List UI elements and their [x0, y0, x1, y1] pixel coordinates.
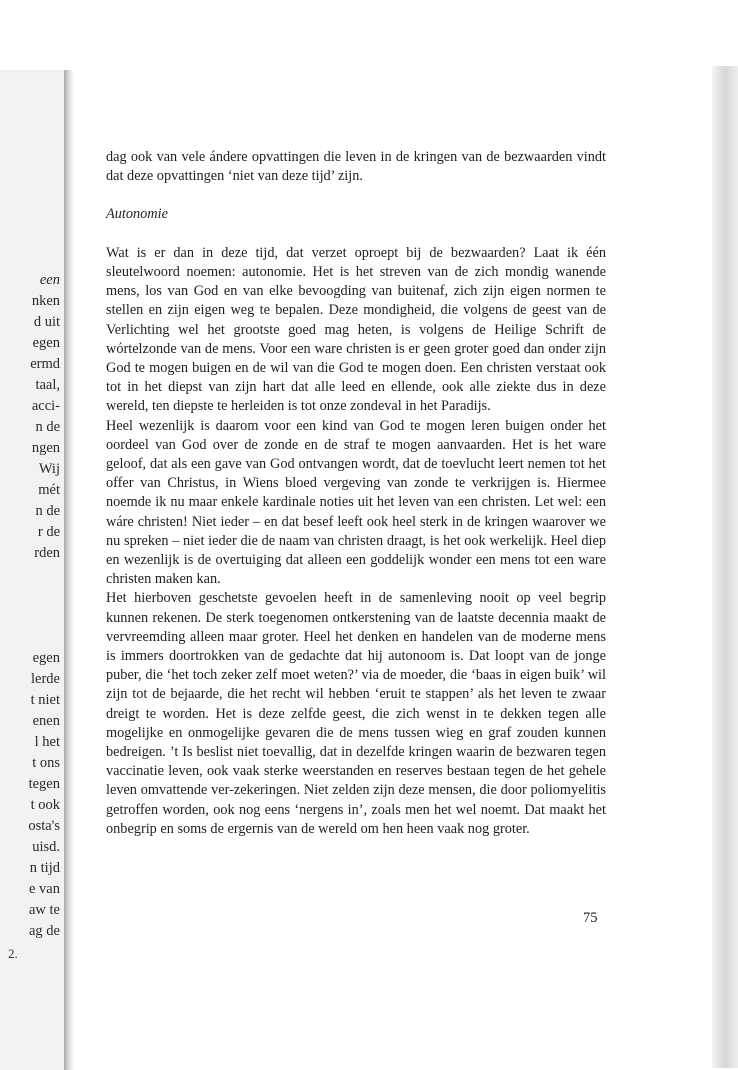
previous-page-line: ngen [31, 440, 60, 456]
previous-page [0, 70, 64, 1070]
paragraph-autonomie: Wat is er dan in deze tijd, dat verzet oproept bij de bezwaarden? Laat ik één sleutelwoord noemen: autonomie. Het is het streven van de zich mondig wanende mens, los van God en van elke bevoogding van buitenaf, zich zijn eigen normen te stellen en zijn eigen weg te bepalen. Deze mondigheid, die volgens de geest van de Verlichting wel het grootste goed mag heten, is volgens de Heilige Schrift de wórtelzonde van de mens. Voor een ware christen is er geen groter goed dan onder zijn God te mogen buigen en de wil van die God te mogen doen. Een christen verstaat ook tot in het diepst van zijn hart dat alle leed en ellende, ook alle ziekte dus in deze wereld, ten diepste te herleiden is tot onze zondeval in het Paradijs. [106, 244, 606, 415]
previous-page-line: Wij [38, 461, 60, 477]
previous-page-line [0, 627, 60, 648]
previous-page-line: n de [35, 503, 60, 519]
previous-page-line: egen [32, 650, 60, 666]
paragraph-intro: dag ook van vele ándere opvattingen die leven in de kringen van de bezwaarden vindt dat deze opvattingen ‘niet van deze tijd’ zijn. [106, 149, 606, 185]
previous-page-line: egen [32, 335, 60, 351]
previous-page-line [0, 564, 60, 585]
book-gutter [64, 70, 73, 1070]
previous-page-line: l het [34, 734, 60, 750]
previous-page-line: uisd. [32, 839, 60, 855]
paragraph-samenleving: Het hierboven geschetste gevoelen heeft in de samenleving nooit op veel begrip kunnen rekenen. De sterk toegenomen ontkerstening van de laatste decennia maakt de vervreemding alleen maar groter. Heel het denken en handelen van de moderne mens is immers doortrokken van de gedachte dat hij autonoom is. Dat loopt van de jonge puber, die ‘het toch zeker zelf moet weten?’ via de moeder, die ‘baas in eigen buik’ wil zijn tot de bejaarde, die het recht wil hebben ‘eruit te stappen’ als het leven te zwaar dreigt te worden. Het is deze zelfde geest, die zich wenst in te dekken tegen alle mogelijke en onmogelijke gevaren die de mens tussen wieg en graf zouden kunnen bedreigen. ’t Is beslist niet toevallig, dat in dezelfde kringen waarin de bezwaren tegen vaccinatie leven, ook vaak sterke weerstanden en reserves bestaan tegen de het gehele leven omvattende ver-zekeringen. Niet zelden zijn deze mensen, die door poliomyelitis getroffen worden, ook nog eens ‘nergens in’, zoals men het wel noemt. Dat maakt het onbegrip en soms de ergernis van de wereld om hen heen vaak nog groter. [106, 590, 606, 837]
previous-page-line: r de [37, 524, 60, 540]
previous-page-line: t ook [30, 797, 60, 813]
previous-page-line: osta's [28, 818, 60, 834]
previous-page-line: n de [35, 419, 60, 435]
previous-page-line: n tijd [29, 860, 60, 876]
previous-page-line: e van [29, 881, 60, 897]
previous-page-line [0, 585, 60, 606]
page-edge [712, 66, 738, 1068]
previous-page-line: d uit [33, 314, 60, 330]
previous-page-line: t niet [30, 692, 60, 708]
previous-page-line: acci- [31, 398, 60, 414]
previous-page-line: een [39, 272, 60, 288]
previous-page-line: aw te [29, 902, 60, 918]
paragraph-oordeel: Heel wezenlijk is daarom voor een kind van God te mogen leren buigen onder het oordeel van God over de zonde en de straf te mogen aanvaarden. Het is het ware geloof, dat als een gave van God ontvangen wordt, dat de toevlucht leert nemen tot het offer van Christus, in Wiens bloed vergeving van zonde te verkrijgen is. Hiermee noemde ik nu maar enkele kardinale noties uit het leven van een christen. Let wel: een wáre christen! Niet ieder – en dat besef leeft ook heel sterk in de kringen waarover we nu spreken – niet ieder die de naam van christen draagt, is het ook werkelijk. Heel diep en wezenlijk is de overtuiging dat alleen een goddelijk wonder een mens tot een ware christen maken kan. [106, 417, 606, 588]
previous-page-text [0, 270, 60, 942]
previous-page-line: taal, [35, 377, 60, 393]
previous-page-line: rden [34, 545, 60, 561]
previous-page-line: tegen [28, 776, 60, 792]
body-text [106, 148, 606, 839]
previous-page-line: ermd [30, 356, 60, 372]
previous-page-line: t ons [32, 755, 60, 771]
section-heading: Autonomie [106, 206, 168, 223]
previous-page-line [0, 606, 60, 627]
previous-page-line: lerde [31, 671, 60, 687]
previous-page-footer: 2. [8, 946, 18, 961]
previous-page-line: mét [38, 482, 60, 498]
previous-page-line: ag de [29, 923, 60, 939]
previous-page-line: nken [31, 293, 60, 309]
page-number: 75 [583, 910, 598, 926]
previous-page-line: enen [32, 713, 60, 729]
